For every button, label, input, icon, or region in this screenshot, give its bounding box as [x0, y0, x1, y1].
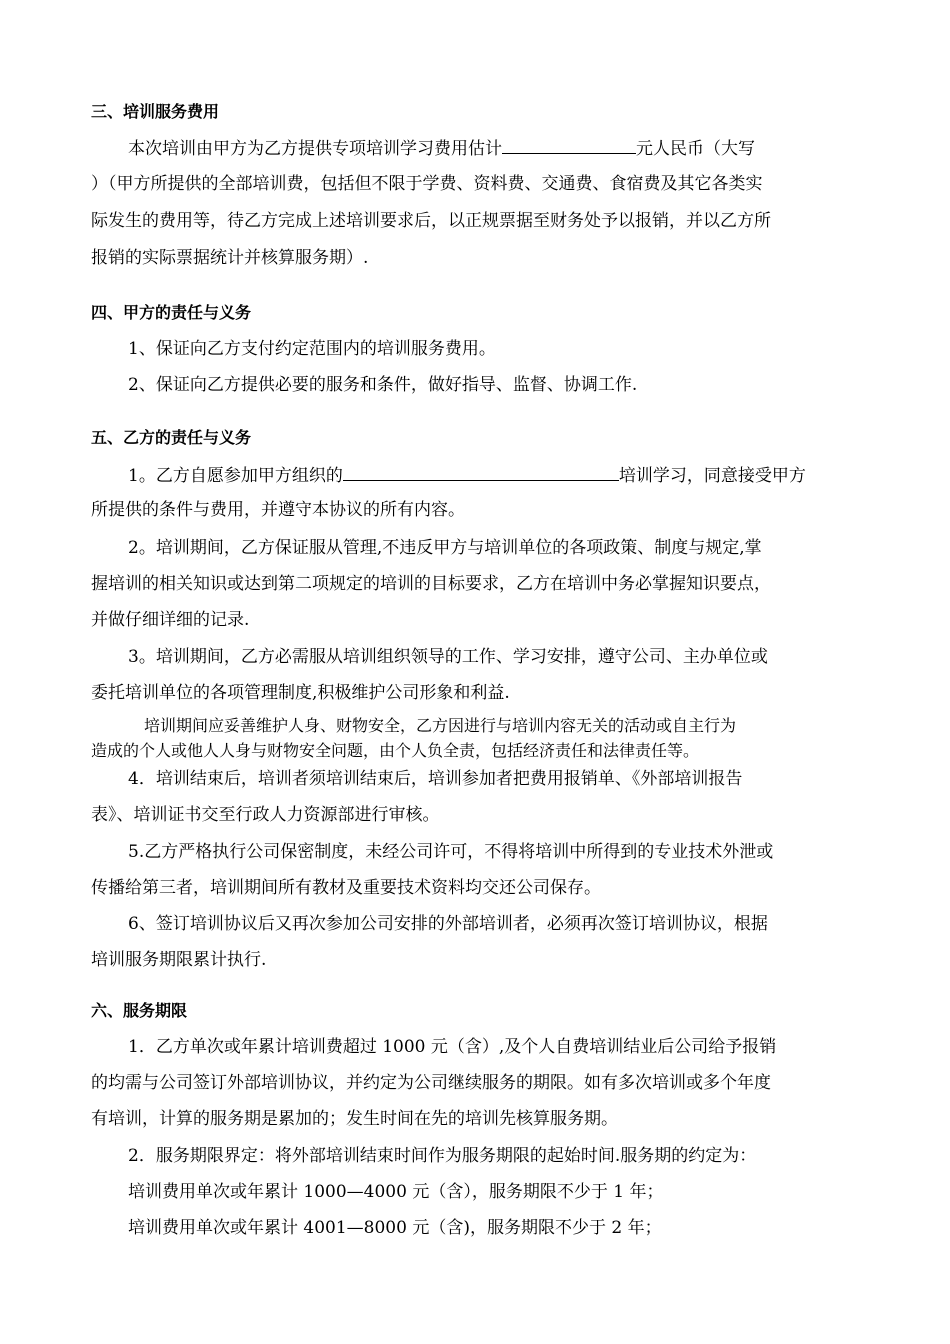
section-3-title: 三、培训服务费用	[91, 102, 220, 121]
section-5-p6-line-1: 6、签订培训协议后又再次参加公司安排的外部培训者，必须再次签订培训协议，根据	[128, 914, 768, 934]
section-3-text-a: 本次培训由甲方为乙方提供专项培训学习费用估计	[128, 139, 502, 159]
section-3-text-b: 元人民币（大写	[636, 139, 755, 159]
service-term-rule-1: 培训费用单次或年累计 1000—4000 元（含），服务期限不少于 1 年；	[128, 1182, 664, 1202]
section-5-p3-line-4: 造成的个人或他人人身与财物安全问题，由个人负全责，包括经济责任和法律责任等。	[91, 741, 700, 760]
section-3-line-1	[128, 136, 755, 160]
section-5-p5-line-1: 5.乙方严格执行公司保密制度，未经公司许可，不得将培训中所得到的专业技术外泄或	[128, 842, 774, 862]
section-5-p3-line-1: 3。培训期间，乙方必需服从培训组织领导的工作、学习安排，遵守公司、主办单位或	[128, 647, 768, 667]
section-5-p2-line-2: 握培训的相关知识或达到第二项规定的培训的目标要求，乙方在培训中务必掌握知识要点，	[91, 574, 771, 594]
section-5-p5-line-2: 传播给第三者，培训期间所有教材及重要技术资料均交还公司保存。	[91, 878, 601, 898]
section-5-p1-text-a: 1。乙方自愿参加甲方组织的	[128, 466, 343, 486]
section-5-p1-line-2: 所提供的条件与费用，并遵守本协议的所有内容。	[91, 500, 465, 520]
section-5-p2-line-1: 2。培训期间，乙方保证服从管理,不违反甲方与培训单位的各项政策、制度与规定,掌	[128, 538, 762, 558]
section-5-p4-line-1: 4．培训结束后，培训者须培训结束后，培训参加者把费用报销单、《外部培训报告	[128, 769, 743, 789]
section-3-line-2: ）（甲方所提供的全部培训费，包括但不限于学费、资料费、交通费、食宿费及其它各类实	[91, 174, 763, 194]
section-6-p1-line-1: 1．乙方单次或年累计培训费超过 1000 元（含）,及个人自费培训结业后公司给予报销	[128, 1037, 777, 1057]
section-5-p6-line-2: 培训服务期限累计执行.	[91, 950, 267, 970]
section-3-line-3: 际发生的费用等，待乙方完成上述培训要求后，以正规票据至财务处予以报销，并以乙方所	[91, 211, 771, 231]
section-6-p1-line-3: 有培训，计算的服务期是累加的；发生时间在先的培训先核算服务期。	[91, 1109, 618, 1129]
section-6-p2-line-1: 2．服务期限界定：将外部培训结束时间作为服务期限的起始时间.服务期的约定为：	[128, 1146, 757, 1166]
section-5-p1-text-b: 培训学习，同意接受甲方	[618, 466, 806, 486]
section-5-p3-line-2: 委托培训单位的各项管理制度,积极维护公司形象和利益.	[91, 683, 510, 703]
section-5-p2-line-3: 并做仔细详细的记录.	[91, 610, 250, 630]
section-4-title: 四、甲方的责任与义务	[91, 303, 252, 322]
section-5-p4-line-2: 表》、培训证书交至行政人力资源部进行审核。	[91, 805, 440, 825]
section-4-item-1: 1、保证向乙方支付约定范围内的培训服务费用。	[128, 339, 496, 359]
section-6-title: 六、服务期限	[91, 1001, 188, 1020]
training-name-blank[interactable]	[343, 463, 619, 481]
section-5-title: 五、乙方的责任与义务	[91, 428, 252, 447]
fee-amount-blank[interactable]	[502, 136, 636, 154]
section-5-p3-line-3: 培训期间应妥善维护人身、财物安全，乙方因进行与培训内容无关的活动或自主行为	[144, 716, 737, 735]
section-4-item-2: 2、保证向乙方提供必要的服务和条件，做好指导、监督、协调工作.	[128, 375, 638, 395]
section-6-p1-line-2: 的均需与公司签订外部培训协议，并约定为公司继续服务的期限。如有多次培训或多个年度	[91, 1073, 771, 1093]
section-3-line-4: 报销的实际票据统计并核算服务期）.	[91, 248, 369, 268]
section-5-p1-line-1	[128, 463, 806, 487]
service-term-rule-2: 培训费用单次或年累计 4001—8000 元（含)，服务期限不少于 2 年；	[128, 1218, 662, 1238]
